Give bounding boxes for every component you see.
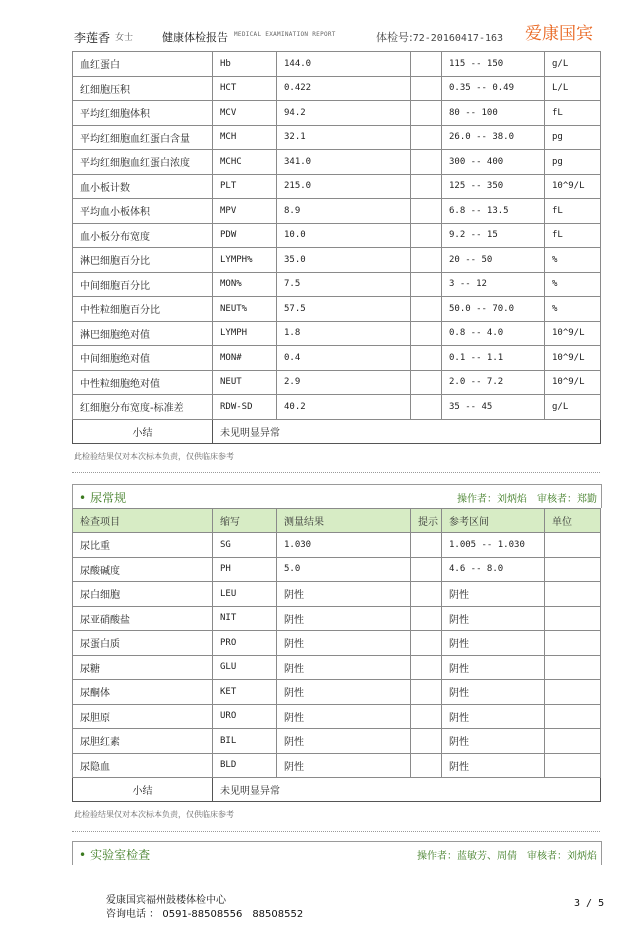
footer-phone: 咨询电话 ： 0591-88508556 88508552 [106,909,304,920]
cell-range: 6.8 -- 13.5 [442,199,545,224]
cell-unit: g/L [545,395,601,420]
cell-item: 血小板计数 [73,174,213,199]
cell-abbr: URO [213,704,277,729]
lab-section-header [72,841,602,865]
cell-range: 300 -- 400 [442,150,545,175]
cell-hint [411,370,442,395]
cell-unit: fL [545,199,601,224]
lab-staff: 操作者：蓝敏芳、周倩 审核者：刘炳焰 [417,851,597,862]
cell-item: 平均红细胞血红蛋白浓度 [73,150,213,175]
table-row [73,297,601,322]
cell-item: 血红蛋白 [73,52,213,77]
patient-name: 李莲香 [74,31,111,45]
cell-result: 阴性 [277,582,411,607]
cell-result: 35.0 [277,248,411,273]
cell-abbr: PDW [213,223,277,248]
cell-hint [411,606,442,631]
cell-hint [411,631,442,656]
cell-unit: fL [545,101,601,126]
summary-label: 小结 [73,778,213,802]
cell-range: 3 -- 12 [442,272,545,297]
cell-result: 2.9 [277,370,411,395]
col-hint: 提示 [411,509,442,533]
cell-range: 35 -- 45 [442,395,545,420]
cell-item: 淋巴细胞绝对值 [73,321,213,346]
cell-abbr: NEUT% [213,297,277,322]
summary-label: 小结 [73,419,213,443]
cell-hint [411,101,442,126]
cell-unit: 10^9/L [545,370,601,395]
cell-item: 平均红细胞血红蛋白含量 [73,125,213,150]
table-row [73,704,601,729]
cell-abbr: MCHC [213,150,277,175]
cell-hint [411,174,442,199]
cell-hint [411,223,442,248]
cell-unit: % [545,272,601,297]
cell-result: 8.9 [277,199,411,224]
cell-unit: fL [545,223,601,248]
cell-range: 20 -- 50 [442,248,545,273]
table-row [73,557,601,582]
cell-abbr: MON% [213,272,277,297]
cell-unit [545,606,601,631]
cell-unit: 10^9/L [545,321,601,346]
cell-range: 0.1 -- 1.1 [442,346,545,371]
cell-item: 中间细胞绝对值 [73,346,213,371]
cell-item: 中性粒细胞绝对值 [73,370,213,395]
cell-item: 中性粒细胞百分比 [73,297,213,322]
table-row [73,631,601,656]
table-row [73,174,601,199]
cell-abbr: BLD [213,753,277,778]
cell-item: 红细胞分布宽度-标准差 [73,395,213,420]
cell-unit: pg [545,150,601,175]
report-title: 健康体检报告 [162,31,228,44]
cell-item: 尿蛋白质 [73,631,213,656]
cell-abbr: LEU [213,582,277,607]
exam-number-label: 体检号: [376,31,413,44]
cell-range: 阴性 [442,680,545,705]
cell-hint [411,248,442,273]
cell-abbr: MON# [213,346,277,371]
cell-abbr: BIL [213,729,277,754]
exam-number [376,29,503,45]
cell-hint [411,272,442,297]
cell-result: 阴性 [277,606,411,631]
cell-unit: pg [545,125,601,150]
cell-unit [545,729,601,754]
cell-range: 阴性 [442,704,545,729]
cell-item: 尿白细胞 [73,582,213,607]
cell-range: 115 -- 150 [442,52,545,77]
cell-abbr: MCV [213,101,277,126]
cell-range: 阴性 [442,582,545,607]
cell-unit [545,557,601,582]
cell-abbr: Hb [213,52,277,77]
blood-disclaimer: 此检验结果仅对本次标本负责，仅供临床参考 [74,452,234,461]
cell-result: 94.2 [277,101,411,126]
summary-value: 未见明显异常 [213,778,601,802]
exam-number-value: 72-20160417-163 [412,33,504,44]
cell-unit [545,582,601,607]
cell-item: 淋巴细胞百分比 [73,248,213,273]
cell-range: 9.2 -- 15 [442,223,545,248]
cell-hint [411,199,442,224]
cell-result: 215.0 [277,174,411,199]
cell-item: 红细胞压积 [73,76,213,101]
cell-abbr: PH [213,557,277,582]
table-row [73,150,601,175]
col-range: 参考区间 [442,509,545,533]
cell-hint [411,557,442,582]
cell-unit: g/L [545,52,601,77]
cell-unit: L/L [545,76,601,101]
cell-hint [411,680,442,705]
cell-range: 125 -- 350 [442,174,545,199]
cell-range: 1.005 -- 1.030 [442,533,545,558]
cell-unit [545,680,601,705]
cell-abbr: PRO [213,631,277,656]
cell-hint [411,297,442,322]
cell-abbr: HCT [213,76,277,101]
urine-routine-table [72,508,601,802]
table-row [73,76,601,101]
cell-hint [411,753,442,778]
cell-abbr: PLT [213,174,277,199]
cell-unit: 10^9/L [545,174,601,199]
col-unit: 单位 [545,509,601,533]
table-row [73,223,601,248]
table-row [73,272,601,297]
cell-item: 血小板分布宽度 [73,223,213,248]
cell-range: 阴性 [442,606,545,631]
urine-table-header [73,509,601,533]
page-number: 3 / 5 [574,898,605,909]
cell-item: 尿糖 [73,655,213,680]
cell-unit [545,533,601,558]
cell-result: 5.0 [277,557,411,582]
cell-range: 26.0 -- 38.0 [442,125,545,150]
table-row [73,680,601,705]
table-row [73,370,601,395]
cell-hint [411,704,442,729]
cell-result: 7.5 [277,272,411,297]
cell-unit [545,655,601,680]
blood-routine-table [72,51,601,444]
cell-range: 阴性 [442,655,545,680]
lab-section-title: • 实验室检查 [79,848,151,862]
cell-result: 57.5 [277,297,411,322]
urine-section-title: • 尿常规 [79,491,127,505]
table-row [73,101,601,126]
cell-result: 阴性 [277,680,411,705]
cell-result: 32.1 [277,125,411,150]
cell-result: 阴性 [277,753,411,778]
cell-result: 40.2 [277,395,411,420]
cell-unit [545,753,601,778]
table-row [73,125,601,150]
urine-disclaimer: 此检验结果仅对本次标本负责，仅供临床参考 [74,810,234,819]
cell-range: 阴性 [442,753,545,778]
cell-hint [411,76,442,101]
col-result: 测量结果 [277,509,411,533]
cell-item: 尿比重 [73,533,213,558]
urine-section-header [72,484,602,508]
section-divider [72,831,600,832]
cell-result: 144.0 [277,52,411,77]
table-row [73,199,601,224]
table-row [73,395,601,420]
cell-abbr: SG [213,533,277,558]
cell-hint [411,346,442,371]
cell-result: 341.0 [277,150,411,175]
table-row [73,248,601,273]
blood-summary-row [73,419,601,443]
cell-hint [411,150,442,175]
table-row [73,346,601,371]
cell-result: 0.422 [277,76,411,101]
cell-unit: % [545,248,601,273]
urine-summary-row [73,778,601,802]
cell-abbr: MPV [213,199,277,224]
urine-staff: 操作者：刘炳焰 审核者：郑勤 [457,494,597,505]
cell-result: 10.0 [277,223,411,248]
table-row [73,753,601,778]
table-row [73,52,601,77]
cell-item: 尿亚硝酸盐 [73,606,213,631]
cell-hint [411,125,442,150]
cell-hint [411,321,442,346]
cell-hint [411,729,442,754]
cell-hint [411,655,442,680]
table-row [73,655,601,680]
cell-unit: % [545,297,601,322]
cell-result: 阴性 [277,631,411,656]
cell-result: 1.8 [277,321,411,346]
cell-hint [411,52,442,77]
cell-range: 80 -- 100 [442,101,545,126]
cell-result: 阴性 [277,704,411,729]
report-subtitle: MEDICAL EXAMINATION REPORT [234,31,336,38]
cell-abbr: LYMPH [213,321,277,346]
cell-item: 平均红细胞体积 [73,101,213,126]
table-row [73,533,601,558]
table-row [73,582,601,607]
cell-range: 0.8 -- 4.0 [442,321,545,346]
cell-range: 2.0 -- 7.2 [442,370,545,395]
patient-gender: 女士 [115,33,134,43]
cell-range: 0.35 -- 0.49 [442,76,545,101]
cell-abbr: RDW-SD [213,395,277,420]
cell-unit: 10^9/L [545,346,601,371]
cell-item: 中间细胞百分比 [73,272,213,297]
cell-item: 尿胆原 [73,704,213,729]
cell-abbr: NIT [213,606,277,631]
col-abbr: 缩写 [213,509,277,533]
cell-item: 平均血小板体积 [73,199,213,224]
table-row [73,606,601,631]
cell-abbr: MCH [213,125,277,150]
col-item: 检查项目 [73,509,213,533]
cell-unit [545,704,601,729]
cell-result: 阴性 [277,655,411,680]
section-divider [72,472,600,473]
cell-unit [545,631,601,656]
cell-item: 尿酸碱度 [73,557,213,582]
cell-result: 0.4 [277,346,411,371]
footer-center-name: 爱康国宾福州鼓楼体检中心 [106,895,226,906]
cell-abbr: GLU [213,655,277,680]
cell-abbr: LYMPH% [213,248,277,273]
cell-item: 尿酮体 [73,680,213,705]
table-row [73,321,601,346]
cell-abbr: KET [213,680,277,705]
cell-hint [411,582,442,607]
cell-hint [411,533,442,558]
cell-abbr: NEUT [213,370,277,395]
cell-hint [411,395,442,420]
report-header [0,0,631,50]
cell-range: 阴性 [442,631,545,656]
cell-range: 4.6 -- 8.0 [442,557,545,582]
cell-range: 50.0 -- 70.0 [442,297,545,322]
summary-value: 未见明显异常 [213,419,601,443]
cell-item: 尿胆红素 [73,729,213,754]
brand-logo: 爱康国宾 [525,24,593,44]
cell-result: 1.030 [277,533,411,558]
table-row [73,729,601,754]
cell-range: 阴性 [442,729,545,754]
cell-result: 阴性 [277,729,411,754]
cell-item: 尿隐血 [73,753,213,778]
